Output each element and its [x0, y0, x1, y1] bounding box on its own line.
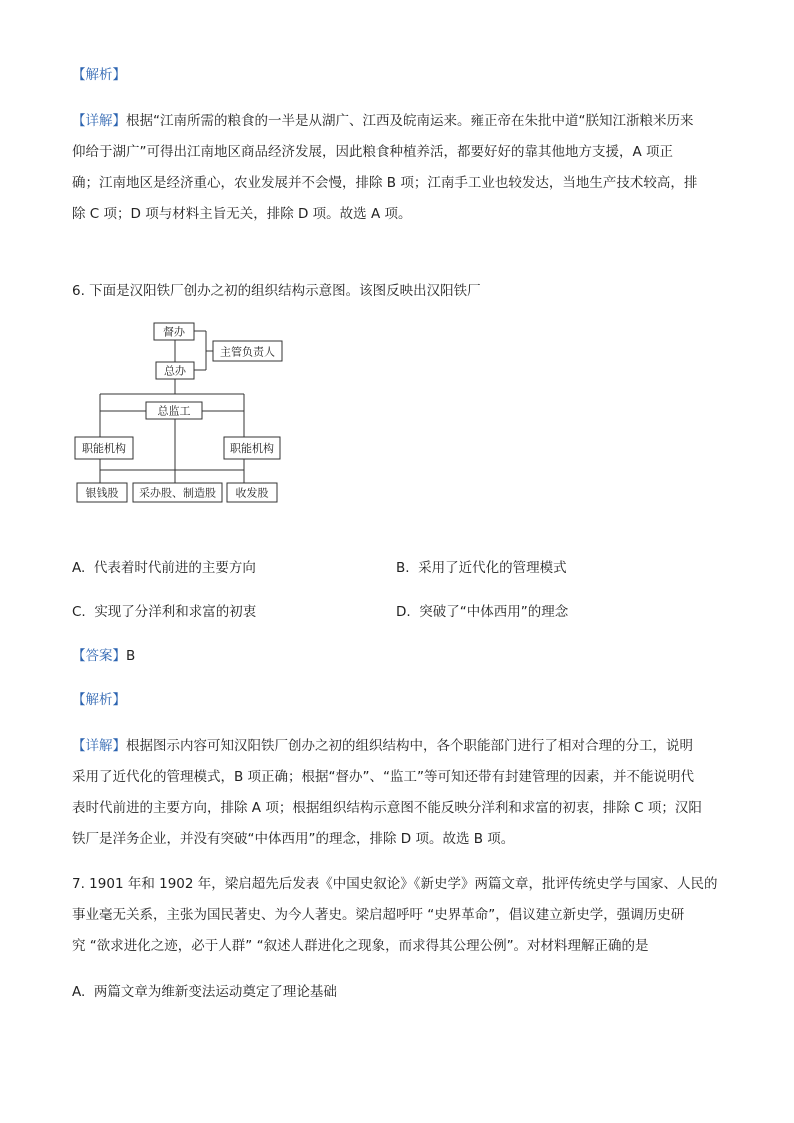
detail-line: 确；江南地区是经济重心，农业发展并不会慢，排除 B 项；江南手工业也较发达，当地生产技术较高，排 — [72, 175, 698, 191]
node-zongban-label: 总办 — [164, 364, 186, 378]
answer-line — [72, 641, 135, 672]
detail-line: 采用了近代化的管理模式，B 项正确；根据“督办”、“监工”等可知还带有封建管理的因素，并不能说明代 — [72, 769, 695, 785]
detail-paragraph-q6 — [72, 731, 702, 855]
option-letter: C. — [72, 604, 86, 620]
option-text: 代表着时代前进的主要方向 — [93, 560, 256, 576]
detail-tag: 【详解】 — [72, 113, 126, 129]
option-text: 采用了近代化的管理模式 — [418, 560, 567, 576]
analysis-heading: 【解析】 — [72, 67, 126, 83]
analysis-heading-q6: 【解析】 — [72, 692, 126, 708]
question-line: 究 “欲求进化之迹，必于人群” “叙述人群进化之现象，而求得其公理公例”。对材料理解正确的是 — [72, 938, 649, 954]
option-text: 两篇文章为维新变法运动奠定了理论基础 — [93, 984, 337, 1000]
node-zhuguan-label: 主管负责人 — [220, 345, 275, 359]
question-6-stem: 6. 下面是汉阳铁厂创办之初的组织结构示意图。该图反映出汉阳铁厂 — [72, 283, 481, 299]
option-letter: A. — [72, 984, 86, 1000]
option-a — [72, 558, 256, 578]
option-letter: B. — [396, 560, 410, 576]
detail-line: 根据“江南所需的粮食的一半是从湖广、江西及皖南运来。雍正帝在朱批中道“朕知江浙粮米历来 — [126, 113, 694, 129]
answer-tag: 【答案】 — [72, 648, 126, 664]
detail-line: 仰给于湖广”可得出江南地区商品经济发展，因此粮食种植养活，都要好好的靠其他地方支援，A 项正 — [72, 144, 674, 160]
detail-line: 铁厂是洋务企业，并没有突破“中体西用”的理念，排除 D 项。故选 B 项。 — [72, 831, 515, 847]
option-text: 实现了分洋利和求富的初衷 — [94, 604, 257, 620]
option-c — [72, 602, 256, 622]
detail-line: 根据图示内容可知汉阳铁厂创办之初的组织结构中，各个职能部门进行了相对合理的分工，说明 — [126, 738, 693, 754]
node-yinqian-label: 银钱股 — [85, 486, 119, 500]
node-duban-label: 督办 — [163, 325, 185, 339]
detail-tag: 【详解】 — [72, 738, 126, 754]
question-7-stem — [72, 869, 718, 962]
answer-value: B — [126, 648, 136, 664]
question-line: 事业毫无关系，主张为国民著史、为今人著史。梁启超呼吁 “史界革命”，倡议建立新史学，强调历史研 — [72, 907, 685, 923]
option-b — [396, 558, 567, 578]
option-letter: A. — [72, 560, 86, 576]
node-shoufa-label: 收发股 — [235, 486, 269, 500]
option-letter: D. — [396, 604, 411, 620]
node-zhineng-left-label: 职能机构 — [82, 442, 126, 455]
detail-line: 除 C 项；D 项与材料主旨无关，排除 D 项。故选 A 项。 — [72, 206, 412, 222]
option-text: 突破了“中体西用”的理念 — [419, 604, 569, 620]
question-line: 7. 1901 年和 1902 年，梁启超先后发表《中国史叙论》《新史学》两篇文章，批评传统史学与国家、人民的 — [72, 876, 718, 892]
q7-option-a — [72, 982, 337, 1002]
node-zongjiangong-label: 总监工 — [157, 404, 191, 418]
detail-line: 表时代前进的主要方向，排除 A 项；根据组织结构示意图不能反映分洋利和求富的初衷，排除 C 项；汉阳 — [72, 800, 702, 816]
node-zhineng-right-label: 职能机构 — [230, 442, 274, 455]
node-caiban-label: 采办股、制造股 — [139, 486, 216, 500]
option-d — [396, 602, 568, 622]
